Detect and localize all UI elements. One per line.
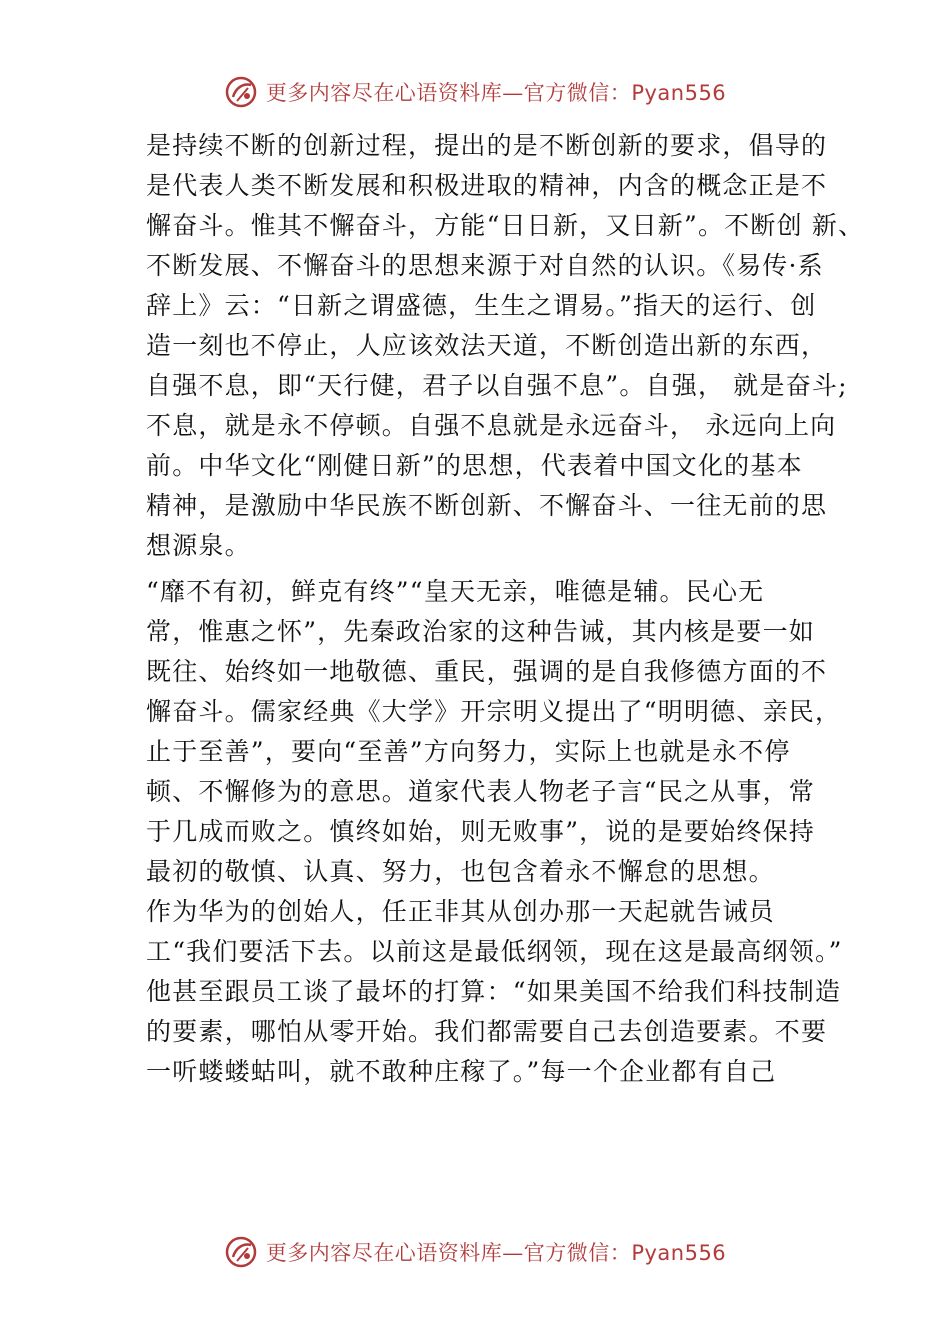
text-line: 的要素，哪怕从零开始。我们都需要自己去创造要素。不要 [146, 1017, 828, 1046]
header-banner [0, 70, 950, 114]
logo-icon [224, 1235, 258, 1269]
text-line: 是代表人类不断发展和积极进取的精神，内含的概念正是不 [146, 171, 828, 200]
text-line: 顿、不懈修为的意思。道家代表人物老子言“民之从事，常 [146, 777, 815, 806]
text-line: 是持续不断的创新过程，提出的是不断创新的要求，倡导的 [146, 131, 828, 160]
text-line: 他甚至跟员工谈了最坏的打算：“如果美国不给我们科技制造 [146, 977, 842, 1006]
text-line: 既往、始终如一地敬德、重民，强调的是自我修德方面的不 [146, 657, 828, 686]
logo-icon [224, 75, 258, 109]
text-line: 自强不息，即“天行健，君子以自强不息”。自强， 就是奋斗; [146, 371, 848, 400]
text-line: 作为华为的创始人，任正非其从创办那一天起就告诫员 [146, 897, 775, 926]
text-line: 前。中华文化“刚健日新”的思想，代表着中国文化的基本 [146, 451, 803, 480]
text-line: 辞上》云：“日新之谓盛德，生生之谓易。”指天的运行、创 [146, 291, 817, 320]
text-line: 想源泉。 [146, 531, 251, 560]
text-line: 不断发展、不懈奋斗的思想来源于对自然的认识。《易传·系 [146, 251, 824, 280]
header-banner-text [266, 77, 726, 107]
document-body [146, 126, 865, 1092]
text-line: “靡不有初，鲜克有终”“皇天无亲，唯德是辅。民心无 [146, 577, 765, 606]
header-wechat-id: Pyan556 [631, 81, 727, 105]
footer-wechat-id: Pyan556 [631, 1241, 727, 1265]
text-line: 止于至善”，要向“至善”方向努力，实际上也就是永不停 [146, 737, 791, 766]
text-line: 精神，是激励中华民族不断创新、不懈奋斗、一往无前的思 [146, 491, 828, 520]
text-line: 工“我们要活下去。以前这是最低纲领，现在这是最高纲领。” [146, 937, 843, 966]
text-line: 懈奋斗。儒家经典《大学》开宗明义提出了“明明德、亲民， [146, 697, 842, 726]
text-line: 常，惟惠之怀”，先秦政治家的这种告诫，其内核是要一如 [146, 617, 815, 646]
header-banner-label: 更多内容尽在心语资料库—官方微信： [265, 81, 632, 105]
text-line: 最初的敬慎、认真、努力，也包含着永不懈怠的思想。 [146, 857, 775, 886]
text-line: 一听蝼蝼蛄叫，就不敢种庄稼了。”每一个企业都有自己 [146, 1057, 777, 1086]
footer-banner [0, 1230, 950, 1274]
text-line: 懈奋斗。惟其不懈奋斗，方能“日日新，又日新”。不断创 新、 [146, 211, 865, 240]
text-line: 不息，就是永不停顿。自强不息就是永远奋斗， 永远向上向 [146, 411, 837, 440]
text-line: 于几成而败之。慎终如始，则无败事”，说的是要始终保持 [146, 817, 815, 846]
footer-banner-text [266, 1237, 726, 1267]
footer-banner-label: 更多内容尽在心语资料库—官方微信： [265, 1241, 632, 1265]
text-line: 造一刻也不停止，人应该效法天道，不断创造出新的东西， [146, 331, 828, 360]
